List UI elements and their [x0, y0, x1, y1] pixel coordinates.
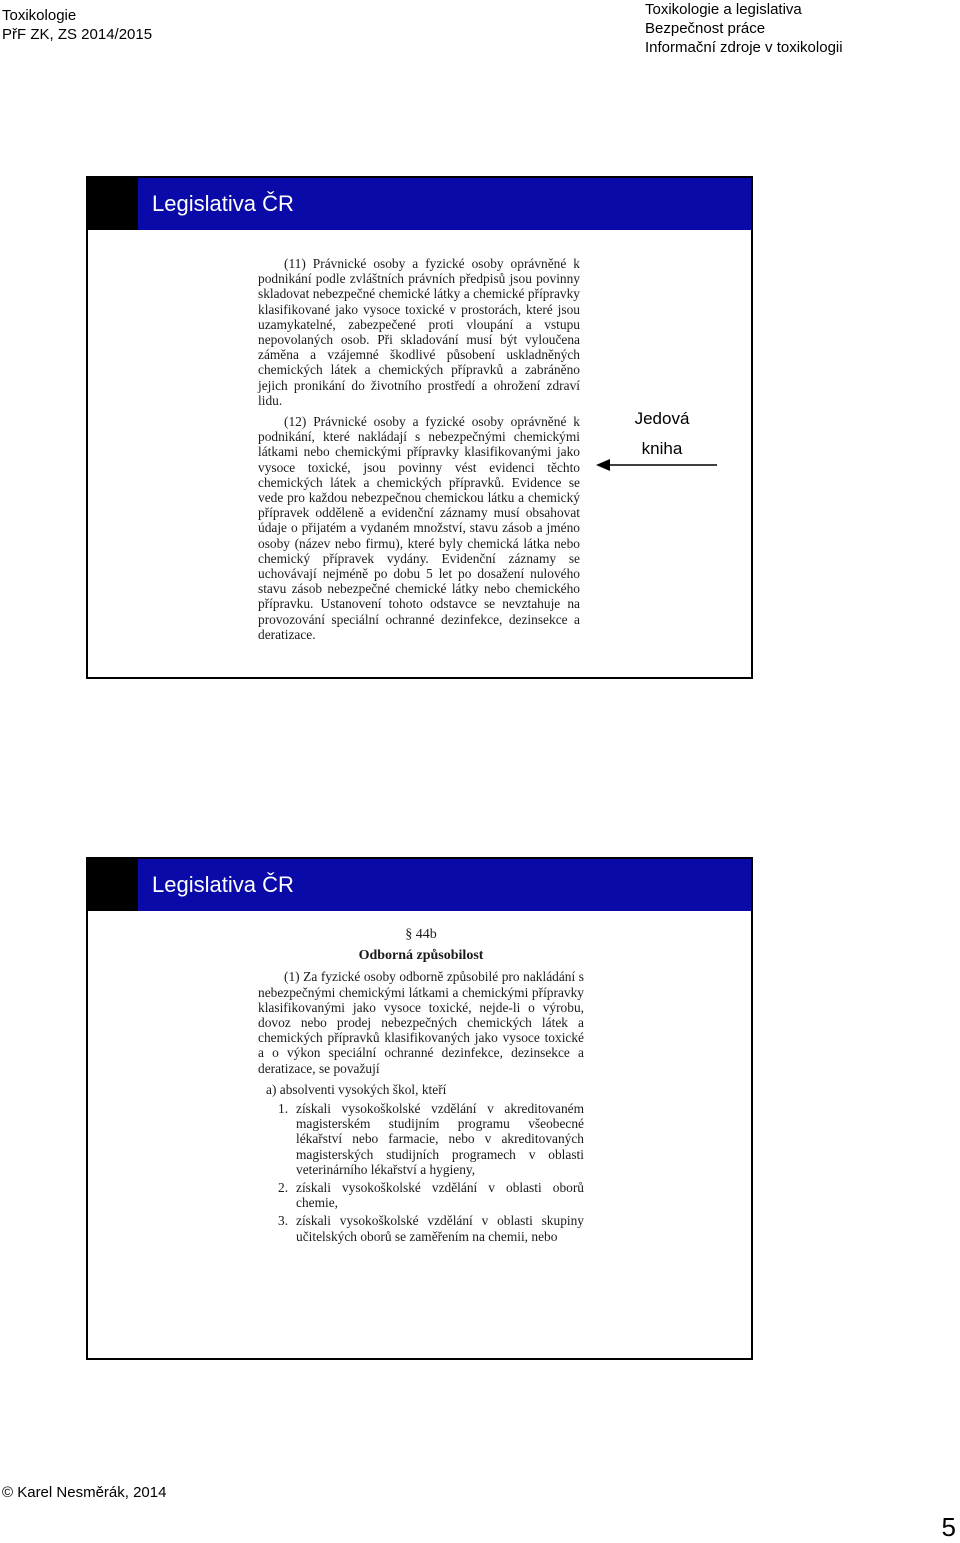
list-item-text: získali vysokoškolské vzdělání v oblasti oborů chemie, [296, 1180, 584, 1211]
section-number: § 44b [405, 927, 437, 942]
header-left [2, 6, 152, 44]
slide-2-title: Legislativa ČR [152, 872, 294, 897]
callout-arrow-icon [596, 458, 718, 472]
list-item [258, 1101, 584, 1177]
section-title: Odborná způsobilost [358, 948, 484, 964]
list-item-number: 2. [278, 1180, 289, 1196]
list-item-number: 3. [278, 1213, 289, 1229]
list-item-text: získali vysokoškolské vzdělání v oblasti skupiny učitelských oborů se zaměřením na chemii, nebo [296, 1213, 584, 1244]
paragraph-11: (11) Právnické osoby a fyzické osoby oprávněné k podnikání podle zvláštních právních předpisů jsou povinny skladovat nebezpečné chemické látky a chemické přípravky klasifikované jako vysoce toxické v prostorách, které jsou uzamykatelné, zabezpečené proti vloupání a vstupu nepovolaných osob. Při skladování musí být vyloučena záměna a vzájemné škodlivé působení uskladněných chemických látek a chemických přípravků a zabráněno jejich pronikání do životního prostředí a ohrožení zdraví lidu. [258, 256, 580, 408]
course-term: PřF ZK, ZS 2014/2015 [2, 26, 153, 43]
copyright: © Karel Nesměrák, 2014 [2, 1484, 167, 1501]
header-right [645, 0, 843, 57]
item-a: a) absolventi vysokých škol, kteří [266, 1081, 447, 1097]
paragraph-12: (12) Právnické osoby a fyzické osoby oprávněné k podnikání, které nakládají s nebezpečnými chemickými látkami nebo chemickými přípravky klasifikovanými jako vysoce toxické, jsou povinny vést evidenci těchto chemických látek a chemických přípravků. Evidence se vede pro každou nebezpečnou chemickou látku a chemický přípravek odděleně a evidenční záznamy musí obsahovat údaje o přijatém a vydaném množství, stavu zásob a jméno osoby (název nebo firmu), které byly chemická látka nebo chemický přípravek vydány. Evidenční záznamy se uchovávají nejméně po dobu 5 let po dosažení nulového stavu zásob nebezpečné chemické látky nebo chemického přípravku. Ustanovení tohoto odstavce se nevztahuje na provozování speciální ochranné dezinfekce, dezinsekce a deratizace. [258, 414, 580, 642]
slide-2 [86, 857, 753, 1360]
list-item-number: 1. [278, 1101, 289, 1117]
section-intro: (1) Za fyzické osoby odborně způsobilé pro nakládání s nebezpečnými chemickými látkami a chemickými přípravky klasifikovanými jako vysoce toxické, nejde-li o výrobu, dovoz nebo prodej nebezpečných chemických látek a chemických přípravků klasifikovaných jako vysoce toxické a o výkon speciální ochranné dezinfekce, dezinsekce a deratizace, se považují [258, 969, 584, 1076]
qualification-list [258, 1101, 584, 1244]
callout-line-2: kniha [641, 439, 683, 458]
slide-1-title: Legislativa ČR [152, 191, 294, 216]
list-item [258, 1180, 584, 1210]
topic-3: Informační zdroje v toxikologii [645, 39, 843, 56]
list-item-text: získali vysokoškolské vzdělání v akreditovaném magisterském studijním programu všeobecné lékařství nebo farmacie, nebo v akreditovaných magisterských studijních programech v oblasti veterinárního lékařství a hygieny, [296, 1101, 584, 1177]
title-accent [88, 859, 138, 911]
callout-label [620, 404, 704, 464]
list-item [258, 1213, 584, 1243]
callout-line-1: Jedová [634, 409, 690, 428]
title-accent [88, 178, 138, 230]
slide-2-title-bar [88, 859, 751, 911]
law-excerpt-2 [258, 927, 584, 1247]
topic-1: Toxikologie a legislativa [645, 1, 802, 18]
slide-1-title-bar [88, 178, 751, 230]
course-name: Toxikologie [2, 7, 77, 24]
topic-2: Bezpečnost práce [645, 20, 766, 37]
page-number: 5 [941, 1512, 956, 1542]
law-excerpt-1 [258, 256, 580, 648]
